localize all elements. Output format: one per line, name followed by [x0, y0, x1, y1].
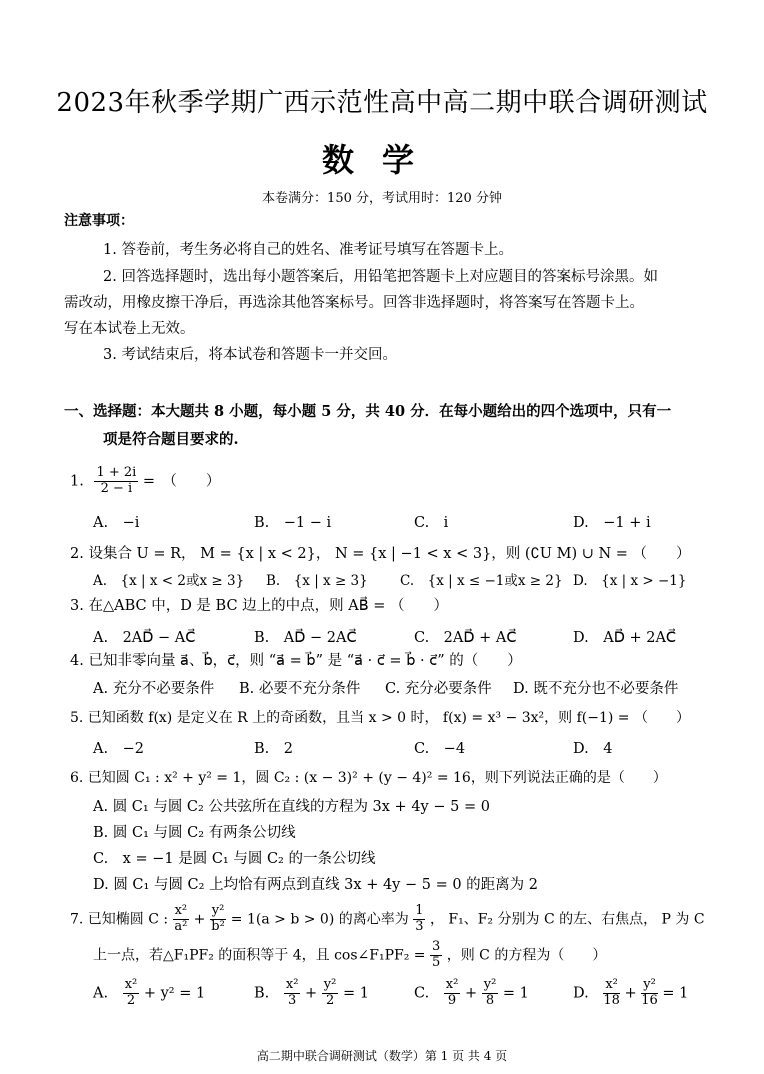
- question-number: 1.: [70, 473, 84, 490]
- option-tail: = 1: [662, 985, 689, 1002]
- q7-stem-part4: 上一点，若△F₁PF₂ 的面积等于 4，且 cos∠F₁PF₂ =: [93, 947, 426, 964]
- q5-option-a: A. −2: [93, 741, 144, 757]
- numerator: y²: [323, 977, 337, 992]
- q5-option-c: C. −4: [414, 741, 466, 757]
- plus-sign: +: [193, 911, 206, 928]
- q2-option-a: A. {x | x < 2或x ≥ 3}: [93, 573, 245, 589]
- q6-option-c: C. x = −1 是圆 C₁ 与圆 C₂ 的一条公切线: [93, 851, 376, 867]
- numerator: x²: [174, 903, 188, 918]
- fraction: [603, 978, 620, 1009]
- denominator: 3: [288, 992, 297, 1008]
- denominator: b²: [211, 918, 225, 934]
- q3-option-b: B. AD⃗ − 2AC⃗: [254, 630, 357, 646]
- section-heading-cont: 项是符合题目要求的.: [103, 431, 239, 448]
- denominator: 9: [447, 992, 457, 1008]
- q7-stem-part3: ， F₁、F₂ 分别为 C 的左、右焦点， P 为 C: [429, 911, 705, 928]
- fraction: [430, 940, 442, 971]
- q3-option-c: C. 2AD⃗ + AC⃗: [414, 630, 517, 646]
- q5-option-b: B. 2: [254, 741, 293, 757]
- fraction: [641, 978, 658, 1009]
- question-6: 6. 已知圆 C₁ : x² + y² = 1，圆 C₂ : (x − 3)² + (y − 4)² = 16，则下列说法正确的是（ ）: [70, 770, 667, 786]
- q4-option-d: D. 既不充分也不必要条件: [513, 681, 679, 697]
- option-tail: + y² = 1: [143, 985, 206, 1002]
- plus-sign: +: [305, 985, 318, 1002]
- q2-option-d: D. {x | x > −1}: [573, 573, 687, 589]
- question-4: 4. 已知非零向量 a⃗、b⃗，c⃗，则 “a⃗ = b⃗” 是 “a⃗ · c⃗ = b⃗ · c⃗” 的（ ）: [70, 653, 522, 669]
- numerator: x²: [445, 977, 459, 992]
- fraction: [284, 978, 301, 1009]
- plus-sign: +: [624, 985, 637, 1002]
- q3-option-d: D. AD⃗ + 2AC⃗: [573, 630, 677, 646]
- fraction: [413, 904, 425, 935]
- fraction: [173, 904, 190, 935]
- q2-option-b: B. {x | x ≥ 3}: [266, 573, 368, 589]
- option-label: C.: [414, 985, 430, 1002]
- denominator: 16: [641, 992, 658, 1008]
- q1-option-c: C. i: [414, 515, 449, 531]
- q1-option-b: B. −1 − i: [254, 515, 332, 531]
- q6-option-a: A. 圆 C₁ 与圆 C₂ 公共弦所在直线的方程为 3x + 4y − 5 = 0: [93, 799, 490, 815]
- q4-option-b: B. 必要不充分条件: [239, 681, 361, 697]
- question-tail: = （ ）: [142, 473, 221, 490]
- numerator: x²: [605, 977, 618, 992]
- q7-option-c: [414, 978, 529, 1009]
- denominator: a²: [174, 918, 188, 934]
- denominator: 3: [415, 918, 424, 934]
- numerator: x²: [285, 977, 299, 992]
- fraction: [210, 904, 227, 935]
- q1-option-a: A. −i: [93, 515, 140, 531]
- numerator: x²: [124, 977, 138, 992]
- denominator: 2: [126, 992, 136, 1008]
- page-footer: 高二期中联合调研测试（数学）第 1 页 共 4 页: [256, 1049, 508, 1063]
- numerator: 3: [432, 939, 441, 954]
- numerator: 1 + 2i: [96, 465, 137, 480]
- q7-stem-part5: ，则 C 的方程为（ ）: [446, 947, 607, 964]
- notice-heading: 注意事项：: [64, 213, 134, 229]
- fraction: [444, 978, 461, 1009]
- notice-item-1: 1. 答卷前，考生务必将自己的姓名、准考证号填写在答题卡上。: [103, 242, 513, 258]
- exam-info: 本卷满分：150 分，考试用时：120 分钟: [262, 191, 502, 206]
- numerator: 1: [415, 903, 424, 918]
- q2-option-c: C. {x | x ≤ −1或x ≥ 2}: [400, 573, 563, 589]
- notice-item-2-cont2: 写在本试卷上无效。: [64, 321, 195, 337]
- q6-option-b: B. 圆 C₁ 与圆 C₂ 有两条公切线: [93, 825, 296, 841]
- q5-option-d: D. 4: [573, 741, 613, 757]
- question-7: [70, 904, 705, 935]
- numerator: y²: [643, 977, 656, 992]
- notice-item-2: 2. 回答选择题时，选出每小题答案后，用铅笔把答题卡上对应题目的答案标号涂黑。如: [103, 269, 658, 285]
- q7-option-b: [254, 978, 369, 1009]
- fraction: [482, 978, 499, 1009]
- q4-option-c: C. 充分必要条件: [385, 681, 492, 697]
- denominator: 18: [603, 992, 620, 1008]
- notice-item-2-cont: 需改动，用橡皮擦干净后，再选涂其他答案标号。回答非选择题时，将答案写在答题卡上。: [64, 295, 644, 311]
- option-tail: = 1: [342, 985, 369, 1002]
- question-2: 2. 设集合 U = R， M = {x | x < 2}， N = {x | −1 < x < 3}，则 (∁U M) ∪ N = （ ）: [70, 546, 691, 562]
- question-5: 5. 已知函数 f(x) 是定义在 R 上的奇函数，且当 x > 0 时， f(x) = x³ − 3x²，则 f(−1) = （ ）: [70, 710, 690, 726]
- plus-sign: +: [464, 985, 478, 1002]
- q7-stem-part2: = 1(a > b > 0) 的离心率为: [230, 911, 409, 928]
- q1-option-d: D. −1 + i: [573, 515, 651, 531]
- subject-title: 数学: [321, 141, 442, 179]
- q4-option-a: A. 充分不必要条件: [93, 681, 215, 697]
- numerator: y²: [211, 903, 225, 918]
- q7-stem-part1: 7. 已知椭圆 C :: [70, 911, 169, 928]
- fraction: [123, 978, 140, 1009]
- exam-title: 2023年秋季学期广西示范性高中高二期中联合调研测试: [56, 88, 708, 118]
- q7-option-a: [93, 978, 205, 1009]
- section-heading: 一、选择题：本大题共 8 小题，每小题 5 分，共 40 分．在每小题给出的四个选项中，只有一: [64, 403, 672, 420]
- notice-item-3: 3. 考试结束后，将本试卷和答题卡一并交回。: [103, 347, 397, 363]
- denominator: 2 − i: [100, 480, 133, 496]
- option-tail: = 1: [502, 985, 529, 1002]
- fraction: [94, 466, 138, 497]
- q7-option-d: [573, 978, 688, 1009]
- question-1: [70, 466, 220, 497]
- q3-option-a: A. 2AD⃗ − AC⃗: [93, 630, 196, 646]
- option-label: D.: [573, 985, 589, 1002]
- denominator: 5: [432, 954, 441, 970]
- numerator: y²: [483, 977, 497, 992]
- denominator: 2: [325, 992, 335, 1008]
- question-7-line2: [93, 940, 606, 971]
- denominator: 8: [485, 992, 495, 1008]
- option-label: A.: [93, 985, 109, 1002]
- fraction: [322, 978, 339, 1009]
- q6-option-d: D. 圆 C₁ 与圆 C₂ 上均恰有两点到直线 3x + 4y − 5 = 0 的距离为 2: [93, 877, 539, 893]
- question-3: 3. 在△ABC 中，D 是 BC 边上的中点，则 AB⃗ = （ ）: [70, 598, 449, 614]
- option-label: B.: [254, 985, 270, 1002]
